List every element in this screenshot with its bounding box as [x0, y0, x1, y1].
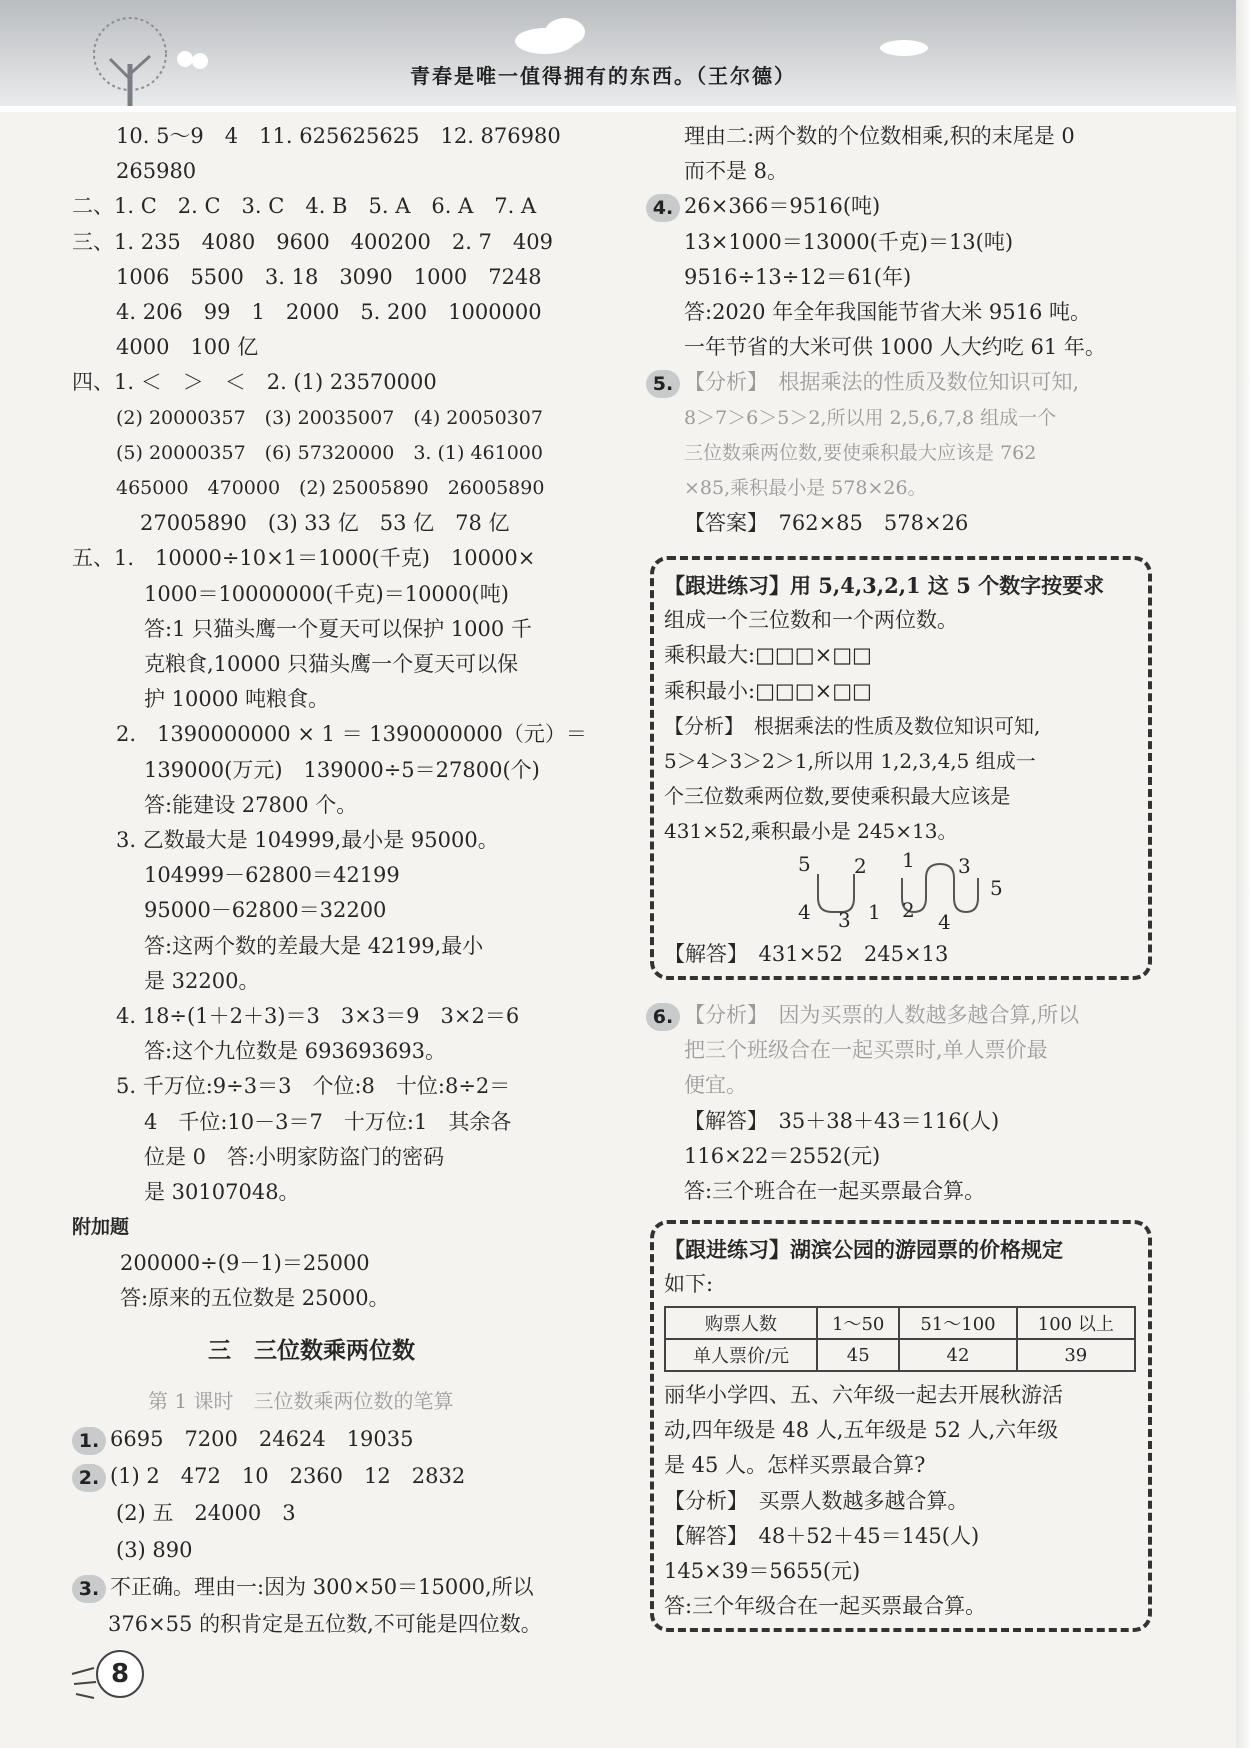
answer-line: 答:三个班合在一起买票最合算。 [684, 1179, 986, 1204]
answer-line: 1000＝10000000(千克)＝10000(吨) [144, 581, 509, 606]
page-number: 8 [96, 1650, 144, 1698]
cloud-shape [545, 18, 585, 46]
box-line: 乘积最小:□□□×□□ [664, 678, 872, 703]
answer-line: 答:2020 年全年我国能节省大米 9516 吨。 [684, 300, 1091, 325]
answer-line: 139000(万元) 139000÷5＝27800(个) [144, 757, 540, 782]
answer-line: 三、1. 235 4080 9600 400200 2. 7 409 [72, 229, 553, 254]
answer-line: 答:能建设 27800 个。 [144, 792, 358, 817]
answer-line: 10. 5～9 4 11. 625625625 12. 876980 [116, 124, 561, 148]
diagram-digit: 1 [868, 900, 881, 924]
question-badge: 5. [646, 370, 680, 398]
ticket-price-table [664, 1306, 1136, 1372]
answer-line: (2) 五 24000 3 [116, 1501, 296, 1525]
answer-line: 4000 100 亿 [116, 335, 259, 360]
cloud-shape [880, 40, 928, 56]
header-quote: 青春是唯一值得拥有的东西。（王尔德） [410, 64, 796, 88]
table-header-cell: 1～50 [817, 1307, 899, 1339]
box-line: 431×52,乘积最小是 245×13。 [664, 819, 958, 844]
answer-line: 答:原来的五位数是 25000。 [120, 1285, 390, 1310]
digit-arrangement-diagram [790, 848, 1020, 938]
answer-line: 5. 【分析】 根据乘法的性质及数位知识可知, [646, 365, 1166, 400]
box-line: 【解答】 431×52 245×13 [664, 942, 949, 966]
answer-line: 1006 5500 3. 18 3090 1000 7248 [116, 264, 542, 289]
lesson-answers [72, 1421, 602, 1643]
answer-line: 9516÷13÷12＝61(年) [684, 264, 912, 289]
page-header [0, 0, 1250, 112]
answer-line: (5) 20000357 (6) 57320000 3. (1) 461000 [116, 441, 543, 464]
follow-up-2-body [664, 1378, 1144, 1624]
box-line: 组成一个三位数和一个两位数。 [664, 608, 958, 633]
answer-line: 三位数乘两位数,要使乘积最大应该是 762 [684, 441, 1037, 464]
table-cell: 39 [1017, 1339, 1135, 1371]
box-line: 【分析】 买票人数越多越合算。 [664, 1488, 969, 1513]
table-row [665, 1307, 1135, 1339]
answer-line: 一年节省的大米可供 1000 人大约吃 61 年。 [684, 335, 1106, 360]
answer-line: (3) 890 [116, 1538, 193, 1562]
table-row [665, 1339, 1135, 1371]
answer-line: 4. 18÷(1＋2＋3)＝3 3×3＝9 3×2＝6 [116, 1004, 520, 1029]
table-header-cell: 100 以上 [1017, 1307, 1135, 1339]
question-badge: 2. [72, 1464, 106, 1492]
question-badge: 1. [72, 1427, 106, 1455]
box-line: 乘积最大:□□□×□□ [664, 643, 872, 668]
answer-line: 2. 1390000000 × 1 ＝ 1390000000（元）＝ [116, 722, 587, 747]
answer-line: 答:这个九位数是 693693693。 [144, 1039, 446, 1064]
bonus-title: 附加题 [72, 1216, 130, 1239]
answer-line: 8＞7＞6＞5＞2,所以用 2,5,6,7,8 组成一个 [684, 406, 1057, 429]
answer-line: 27005890 (3) 33 亿 53 亿 78 亿 [140, 511, 510, 536]
answer-line: 把三个班级合在一起买票时,单人票价最 [684, 1038, 1048, 1063]
answer-line: 便宜。 [684, 1073, 747, 1098]
box-line: 【跟进练习】用 5,4,3,2,1 这 5 个数字按要求 [664, 573, 1105, 598]
answer-line: 4. 206 99 1 2000 5. 200 1000000 [116, 300, 542, 325]
diagram-digit: 3 [838, 908, 851, 932]
box-line: 丽华小学四、五、六年级一起去开展秋游活 [664, 1383, 1063, 1407]
answer-line: 265980 [116, 159, 197, 184]
diagram-digit: 1 [902, 848, 915, 872]
answer-line: 二、1. C 2. C 3. C 4. B 5. A 6. A 7. A [72, 194, 537, 219]
answer-line: 是 32200。 [144, 968, 260, 993]
box-line: 【分析】 根据乘法的性质及数位知识可知, [664, 713, 1041, 738]
table-cell: 45 [817, 1339, 899, 1371]
box-line: 5＞4＞3＞2＞1,所以用 1,2,3,4,5 组成一 [664, 749, 1036, 774]
question-badge: 6. [646, 1003, 680, 1031]
answer-line: 理由二:两个数的个位数相乘,积的末尾是 0 [684, 124, 1075, 148]
follow-up-1 [664, 568, 1144, 850]
question-badge: 3. [72, 1575, 106, 1603]
page-edge [1236, 0, 1250, 1748]
table-header-cell: 购票人数 [665, 1307, 817, 1339]
answer-line: 104999－62800＝42199 [144, 863, 400, 888]
question-6 [646, 998, 1166, 1209]
box-line: 答:三个年级合在一起买票最合算。 [664, 1594, 987, 1619]
left-column [72, 119, 602, 1316]
diagram-digit: 2 [902, 898, 915, 922]
answer-line: 而不是 8。 [684, 159, 789, 184]
answer-line: 4 千位:10－3＝7 十万位:1 其余各 [144, 1109, 512, 1134]
box-line: 动,四年级是 48 人,五年级是 52 人,六年级 [664, 1418, 1059, 1443]
answer-line: 答:1 只猫头鹰一个夏天可以保护 1000 千 [144, 616, 532, 641]
lesson-title: 第 1 课时 三位数乘两位数的笔算 [148, 1389, 454, 1413]
answer-line: 465000 470000 (2) 25005890 26005890 [116, 477, 545, 500]
answer-line: 答:这两个数的差最大是 42199,最小 [144, 933, 484, 958]
section-title: 三 三位数乘两位数 [208, 1338, 415, 1364]
diagram-digit: 2 [854, 854, 867, 878]
answer-line: 位是 0 答:小明家防盗门的密码 [144, 1144, 445, 1169]
answer-line: 是 30107048。 [144, 1180, 300, 1205]
answer-line: 6. 【分析】 因为买票的人数越多越合算,所以 [646, 998, 1166, 1033]
box-line: 【跟进练习】湖滨公园的游园票的价格规定 [664, 1237, 1063, 1262]
answer-line: ×85,乘积最小是 578×26。 [684, 477, 927, 500]
box-line: 【解答】 48＋52＋45＝145(人) [664, 1523, 980, 1548]
answer-line: 4. 26×366＝9516(吨) [646, 189, 1166, 224]
answer-line: 95000－62800＝32200 [144, 898, 387, 923]
answer-line: 2. (1) 2 472 10 2360 12 2832 [72, 1458, 602, 1495]
diagram-digit: 3 [958, 854, 971, 878]
answer-line: 376×55 的积肯定是五位数,不可能是四位数。 [108, 1612, 542, 1636]
table-cell: 42 [899, 1339, 1016, 1371]
box-line: 145×39＝5655(元) [664, 1559, 861, 1584]
page-corner-doodle [70, 1660, 100, 1704]
answer-line: 1. 6695 7200 24624 19035 [72, 1421, 602, 1458]
diagram-digit: 5 [990, 876, 1003, 900]
answer-line: 四、1. ＜ ＞ ＜ 2. (1) 23570000 [72, 370, 437, 395]
right-column [646, 119, 1166, 541]
answer-line: 【解答】 35＋38＋43＝116(人) [684, 1108, 1000, 1133]
answer-line: 200000÷(9－1)＝25000 [120, 1250, 370, 1275]
tree-illustration [60, 14, 210, 109]
answer-line: 5. 千万位:9÷3＝3 个位:8 十位:8÷2＝ [116, 1074, 511, 1099]
answer-line: 护 10000 吨粮食。 [144, 687, 330, 712]
answer-line: 3. 乙数最大是 104999,最小是 95000。 [116, 828, 499, 853]
box-line: 是 45 人。怎样买票最合算? [664, 1453, 926, 1478]
answer-line: 3. 不正确。理由一:因为 300×50＝15000,所以 [72, 1569, 602, 1606]
diagram-digit: 5 [798, 852, 811, 876]
answer-line: 五、1. 10000÷10×1＝1000(千克) 10000× [72, 546, 536, 571]
table-header-cell: 51～100 [899, 1307, 1016, 1339]
diagram-digit: 4 [938, 910, 951, 934]
diagram-digit: 4 [798, 900, 811, 924]
follow-up-2 [664, 1232, 1144, 1302]
answer-line: (2) 20000357 (3) 20035007 (4) 20050307 [116, 406, 543, 429]
answer-line: 116×22＝2552(元) [684, 1143, 881, 1168]
answer-line: 13×1000＝13000(千克)＝13(吨) [684, 229, 1014, 254]
box-line: 如下: [664, 1272, 714, 1297]
answer-line: 【答案】 762×85 578×26 [684, 511, 969, 536]
box-line: 个三位数乘两位数,要使乘积最大应该是 [664, 784, 1011, 809]
answer-line: 克粮食,10000 只猫头鹰一个夏天可以保 [144, 652, 519, 677]
table-cell: 单人票价/元 [665, 1339, 817, 1371]
question-badge: 4. [646, 194, 680, 222]
